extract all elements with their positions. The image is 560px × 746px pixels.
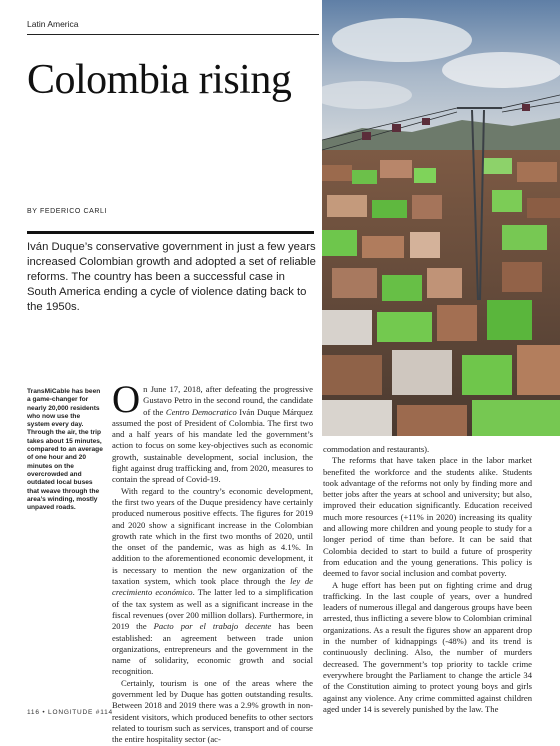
byline: BY FEDERICO CARLI [27, 208, 108, 215]
italic-term: ley de crecimiento económico [112, 576, 313, 598]
text-run: . The latter led to a simplification of the tax system as well as a significant increase in the fiscal revenues (over 200 million dollars). Furthermore, in 2019 the [112, 587, 313, 632]
cable-car-favela-photo [322, 0, 560, 436]
paragraph: Certainly, tourism is one of the areas where the government led by Duque has gotten outstanding results. Between 2018 and 2019 there was a 2.9% growth in non-resident visitors, which produced benefits to other sectors related to tourism such as services, transport and of course the entire hospitality sector (ac- [112, 677, 313, 745]
italic-term: Pacto por el trabajo decente [153, 621, 272, 632]
section-label: Latin America [27, 19, 79, 29]
top-rule [27, 34, 319, 35]
paragraph: The reforms that have taken place in the labor market benefited the workforce and the students alike. Students took advantage of the reforms not only by finding more and better jobs after the years at school and university; but also, improved their education significantly. Education received much more resources (+11% in 2020) increasing its quality and allowing more children and young people to study for a longer period of time than before. It can be said that Colombia decided to start to build a future of prosperity from education and the young generations. This policy is deemed to favor social inclusion and combat poverty. [323, 455, 532, 579]
paragraph [112, 486, 313, 678]
photo-caption: TransMiCable has been a game-changer for nearly 20,000 residents who now use the system every day. Through the air, the trip takes about 15 minutes, compared to an average of one hour and 20 minutes on the overcrowded and outdated local buses that weave through the area’s winding, mostly unpaved roads. [27, 388, 103, 512]
headline: Colombia rising [27, 57, 292, 103]
body-column-1 [112, 378, 314, 746]
paragraph: commodation and restaurants). [323, 444, 430, 454]
body-column-2 [323, 444, 532, 715]
standfirst: Iván Duque’s conservative government in just a few years increased Colombian growth and adopted a set of reliable reforms. The country has been a successful case in South America ending a cycle of violence dating back to the 1950s. [27, 241, 316, 313]
paragraph [112, 378, 313, 486]
text-run: n June 17, 2018, after defeating the progressive Gustavo Petro in the second round, the candidate of the [143, 384, 313, 417]
text-run: has been established: an agreement between trade union organizations, entrepreneurs and the government in the name of solidarity, economic growth and social recognition. [112, 621, 314, 677]
text-run: With regard to the country’s economic development, the first two years of the Duque presidency have certainly produced numerous positive effects. The figures for 2019 and 2020 show a significant increase in the Colombian growth rate which in the first two months of 2020, until the onset of the pandemic, was as high as 4.1%. In addition to the aforementioned economic development, it is necessary to mention the new organization of the taxation system, which took place through the [112, 485, 313, 587]
paragraph: A huge effort has been put on fighting crime and drug trafficking. In the last couple of years, over a hundred leaders of numerous illegal and dangerous groups have been arrested, thus inflicting a severe blow to Colombian criminal organizations. As a result the figures show an apparent drop in the number of kidnappings (-48%) and its trend is continuously declining. Also, the number of murders decreased. The government’s top priority to tackle crime everywhere brought the Parliament to change the article 34 of the Constitution aiming to protect young boys and girls against any violence. Any crime committed against children aged under 14 is severely punished by the law. The [323, 579, 532, 714]
standfirst-rule [27, 231, 314, 234]
drop-cap: O [112, 378, 141, 421]
cable-car-photo [322, 0, 560, 436]
italic-term: Centro Democratico [165, 406, 237, 417]
text-run: Iván Duque Márquez assumed the post of President of Colombia. The first two and a half years of his mandate led the government’s action to focus on some key-objectives such as economic growth, sustainable development, social inclusion, the fight against drug trafficking and, from 2020, measures to contain the spread of Covid-19. [112, 406, 313, 485]
page-footer: 116 • LONGITUDE #114 [27, 709, 113, 716]
